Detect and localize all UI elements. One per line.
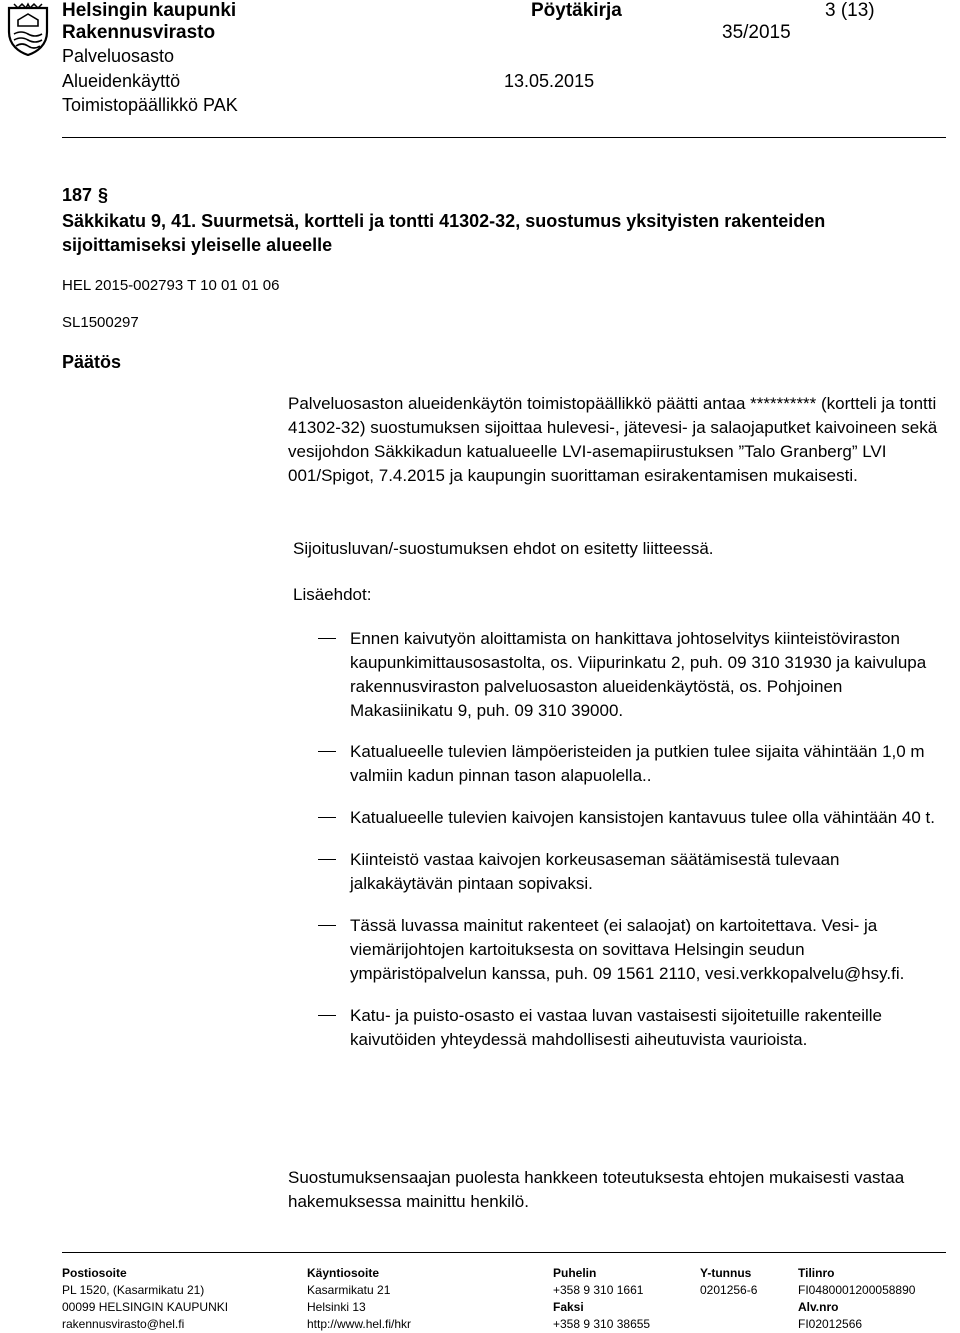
case-reference: HEL 2015-002793 T 10 01 01 06: [62, 277, 280, 294]
document-type: Pöytäkirja: [531, 0, 622, 21]
footer-heading: Postiosoite: [62, 1266, 127, 1280]
condition-text: Ennen kaivutyön aloittamista on hankittava johtoselvitys kiinteistöviraston kaupunkimittausosastolta, os. Viipurinkatu 2, puh. 09 310 31930 ja kaivulupa rakennusviraston palveluosaston alueidenkäytöstä, os. Pohjoinen Makasiinikatu 9, puh. 09 310 39000.: [350, 629, 927, 720]
dash-bullet-icon: [318, 638, 336, 639]
condition-text: Kiinteistö vastaa kaivojen korkeusaseman säätämisestä tulevaan jalkakäytävän pintaan sopivaksi.: [350, 850, 840, 893]
decision-text: Palveluosaston alueidenkäytön toimistopäällikkö päätti antaa ********** (kortteli ja tontti 41302-32) suostumuksen sijoittaa hulevesi-, jätevesi- ja salaojaputket kaivoineen sekä vesijohdon Säkkikadun katualueelle LVI-asemapiirustuksen ”Talo Granberg” LVI 001/Spigot, 7.4.2015 ja kaupungin suorittaman esirakentamisen mukaisesti.: [288, 394, 938, 485]
closing-text: Suostumuksensaajan puolesta hankkeen toteutuksesta ehtojen mukaisesti vastaa hakemuksessa mainittu henkilö.: [288, 1168, 905, 1211]
conditions-note: Sijoitusluvan/-suostumuksen ehdot on esitetty liitteessä.: [293, 539, 714, 558]
footer-line: +358 9 310 1661: [553, 1283, 644, 1297]
additional-conditions-heading: Lisäehdot:: [293, 585, 372, 604]
footer-email-link[interactable]: rakennusvirasto@hel.fi: [62, 1317, 185, 1331]
footer-phone: [553, 1265, 650, 1333]
minutes-number: 35/2015: [722, 22, 791, 43]
list-item: [318, 914, 938, 986]
footer-postal-address: [62, 1265, 228, 1333]
footer-line: PL 1520, (Kasarmikatu 21): [62, 1283, 205, 1297]
permit-reference: SL1500297: [62, 314, 139, 331]
footer-line: 00099 HELSINGIN KAUPUNKI: [62, 1300, 229, 1314]
footer-heading: Tilinro: [798, 1266, 835, 1280]
decision-heading: Päätös: [62, 352, 122, 372]
footer-account: [798, 1265, 915, 1333]
department-name: Rakennusvirasto: [62, 22, 216, 43]
item-title: Säkkikatu 9, 41. Suurmetsä, kortteli ja tontti 41302-32, suostumus yksityisten rakenteiden sijoittamiseksi yleiselle alueelle: [62, 211, 826, 255]
dash-bullet-icon: [318, 1015, 336, 1016]
footer-line: +358 9 310 38655: [553, 1317, 651, 1331]
list-item: [318, 740, 938, 788]
footer-heading: Puhelin: [553, 1266, 597, 1280]
dash-bullet-icon: [318, 817, 336, 818]
meeting-date: 13.05.2015: [504, 71, 595, 91]
condition-text: Katu- ja puisto-osasto ei vastaa luvan vastaisesti sijoitetuille rakenteille kaivutöiden yhteydessä mahdollisesti aiheutuvista vaurioista.: [350, 1006, 882, 1049]
footer-business-id: [700, 1265, 757, 1299]
condition-text: Katualueelle tulevien lämpöeristeiden ja putkien tulee sijaita vähintään 1,0 m valmiin kadun pinnan tason alapuolella..: [350, 742, 925, 785]
footer-website-link[interactable]: http://www.hel.fi/hkr: [307, 1317, 412, 1331]
footer-line: 0201256-6: [700, 1283, 758, 1297]
list-item: [318, 1004, 938, 1052]
list-item: [318, 806, 938, 830]
conditions-list: [318, 627, 938, 1052]
dash-bullet-icon: [318, 925, 336, 926]
section-sign-icon: §: [98, 185, 109, 205]
list-item: [318, 627, 938, 723]
condition-text: Tässä luvassa mainitut rakenteet (ei salaojat) on kartoitettava. Vesi- ja viemärijohtojen kartoituksesta on sovittava Helsingin seudun ympäristöpalvelun kanssa, puh. 09 1561 2110, vesi.verkkopalvelu@hsy.fi.: [350, 916, 905, 983]
footer-heading: Alv.nro: [798, 1300, 839, 1314]
footer-heading: Faksi: [553, 1300, 584, 1314]
footer-line: Kasarmikatu 21: [307, 1283, 391, 1297]
footer-line: FI02012566: [798, 1317, 863, 1331]
helsinki-crest-logo: [6, 2, 50, 56]
footer-heading: Käyntiosoite: [307, 1266, 380, 1280]
unit-name: Palveluosasto: [62, 46, 175, 66]
org-name: Helsingin kaupunki: [62, 0, 237, 21]
list-item: [318, 848, 938, 896]
footer-line: FI0480001200058890: [798, 1283, 916, 1297]
page-number: 3 (13): [825, 0, 875, 21]
footer-line: Helsinki 13: [307, 1300, 366, 1314]
dash-bullet-icon: [318, 751, 336, 752]
item-number: 187: [62, 185, 93, 205]
footer-heading: Y-tunnus: [700, 1266, 752, 1280]
section-name: Alueidenkäyttö: [62, 71, 181, 91]
dash-bullet-icon: [318, 859, 336, 860]
footer-visiting-address: [307, 1265, 411, 1333]
header-divider: [62, 137, 946, 138]
footer-divider: [62, 1252, 946, 1253]
condition-text: Katualueelle tulevien kaivojen kansistojen kantavuus tulee olla vähintään 40 t.: [350, 808, 936, 827]
official-title: Toimistopäällikkö PAK: [62, 95, 238, 115]
